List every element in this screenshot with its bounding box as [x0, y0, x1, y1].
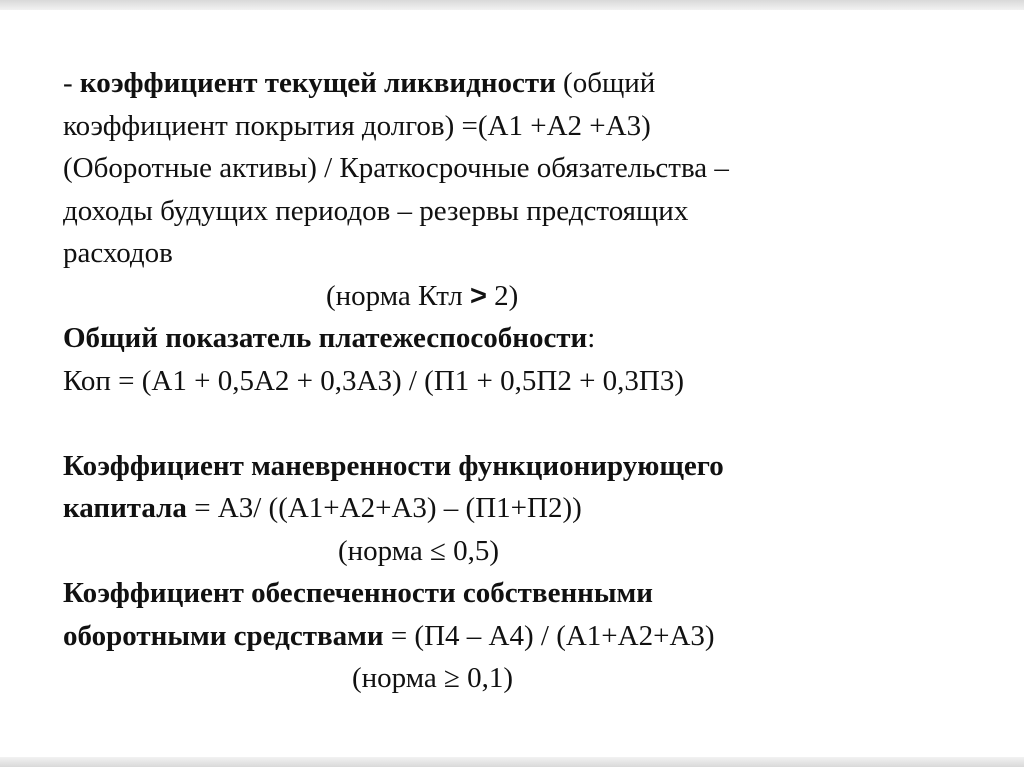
- equity-coverage-formula: = (П4 – А4) / (А1+А2+А3): [383, 619, 715, 652]
- slide-body: [63, 62, 963, 700]
- equity-coverage-line-2: [63, 615, 963, 658]
- bullet-dash: -: [63, 67, 80, 99]
- maneuverability-norm: (норма ≤ 0,5): [338, 534, 500, 567]
- equity-coverage-norm: (норма ≥ 0,1): [352, 662, 514, 694]
- current-liquidity-norm-pre: (норма Ктл: [326, 279, 470, 312]
- current-liquidity-line-4: доходы будущих периодов – резервы предстоящих: [63, 194, 689, 227]
- maneuverability-line-2: [63, 487, 963, 530]
- current-liquidity-line-1: [63, 62, 963, 105]
- solvency-title-colon: :: [587, 322, 596, 354]
- maneuverability-title-line-1: Коэффициент маневренности функционирующего: [63, 449, 724, 482]
- current-liquidity-line-2: коэффициент покрытия долгов) =(А1 +А2 +А3): [63, 109, 651, 142]
- greater-than-sign: >: [469, 279, 487, 312]
- current-liquidity-norm-post: 2): [486, 279, 519, 312]
- solvency-formula: Коп = (А1 + 0,5А2 + 0,3А3) / (П1 + 0,5П2 + 0,3П3): [63, 364, 685, 397]
- slide-bottom-border: [0, 757, 1024, 767]
- equity-coverage-title-line-1: Коэффициент обеспеченности собственными: [63, 577, 653, 609]
- current-liquidity-term: коэффициент текущей ликвидности: [79, 67, 556, 99]
- current-liquidity-line-3: (Оборотные активы) / Краткосрочные обязательства –: [63, 152, 729, 184]
- equity-coverage-title-line-2: оборотными средствами: [63, 619, 384, 652]
- maneuverability-formula: = А3/ ((А1+А2+А3) – (П1+П2)): [186, 492, 582, 524]
- slide-top-border: [0, 0, 1024, 10]
- current-liquidity-norm: [63, 275, 963, 318]
- maneuverability-title-line-2: капитала: [63, 492, 187, 524]
- solvency-title-text: Общий показатель платежеспособности: [63, 322, 588, 354]
- solvency-title: [63, 317, 963, 360]
- spacer: [63, 402, 963, 445]
- current-liquidity-line-1-rest: (общий: [555, 67, 656, 99]
- current-liquidity-line-5: расходов: [63, 237, 173, 269]
